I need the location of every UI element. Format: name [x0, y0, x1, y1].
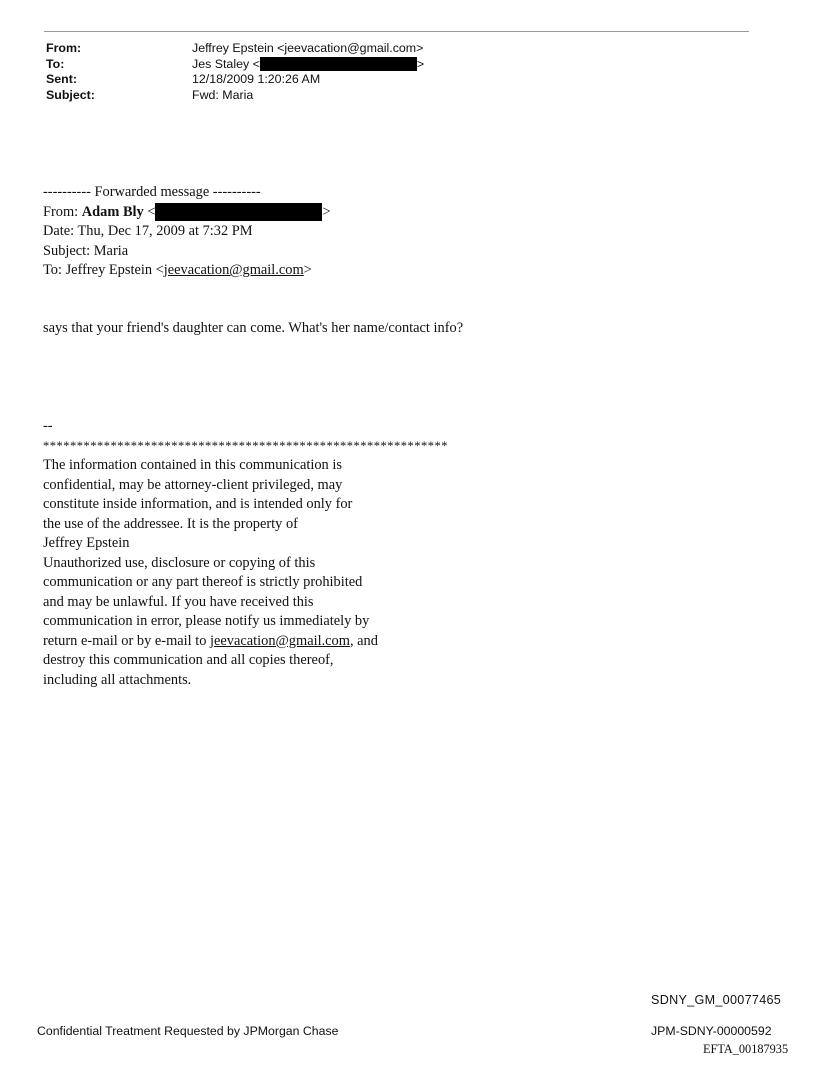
forwarded-to-email-link[interactable]: jeevacation@gmail.com: [163, 262, 304, 278]
forwarded-to-prefix: To: Jeffrey Epstein <: [43, 262, 164, 278]
bates-number-efta: EFTA_00187935: [703, 1042, 789, 1056]
disclaimer-return-line: [43, 632, 448, 652]
to-label: To:: [46, 56, 65, 71]
return-suffix: , and: [349, 632, 378, 649]
return-prefix: return e-mail or by e-mail to: [43, 632, 211, 649]
signature-stars: ************************************************************: [43, 438, 448, 453]
header-to-row: [46, 57, 424, 73]
header-subject-row: [46, 88, 424, 104]
signature-disclaimer: [43, 417, 448, 690]
sent-label: Sent:: [46, 72, 77, 86]
forwarded-date: Date: Thu, Dec 17, 2009 at 7:32 PM: [43, 223, 253, 239]
subject-value: Fwd: Maria: [192, 87, 254, 102]
forwarded-from-open: <: [143, 203, 156, 220]
forwarded-to: [43, 261, 331, 281]
to-name: Jes Staley <: [192, 56, 260, 71]
disclaimer-line: confidential, may be attorney-client privileged, may: [43, 476, 343, 493]
from-value: Jeffrey Epstein <jeevacation@gmail.com>: [192, 41, 424, 55]
forwarded-separator: ---------- Forwarded message ----------: [43, 184, 261, 200]
bates-number-jpm: JPM-SDNY-00000592: [651, 1024, 772, 1038]
disclaimer-line: constitute inside information, and is intended only for: [43, 496, 353, 512]
redaction-bar: [155, 203, 322, 221]
bates-number-sdny: SDNY_GM_00077465: [651, 993, 782, 1007]
sent-value: 12/18/2009 1:20:26 AM: [192, 72, 321, 86]
forwarded-subject: Subject: Maria: [43, 242, 129, 259]
disclaimer-line: and may be unlawful. If you have received this: [43, 593, 314, 610]
disclaimer-line: the use of the addressee. It is the property of: [43, 515, 298, 532]
redaction-bar: [260, 57, 417, 71]
forwarded-from: [43, 203, 331, 223]
forwarded-from-close: >: [322, 203, 331, 220]
forwarded-to-suffix: >: [303, 262, 312, 278]
email-header: [46, 41, 424, 103]
forwarded-from-prefix: From:: [43, 203, 82, 220]
disclaimer-line: communication or any part thereof is strictly prohibited: [43, 574, 363, 590]
return-email-link[interactable]: jeevacation@gmail.com: [210, 632, 350, 649]
confidential-footer: Confidential Treatment Requested by JPMorgan Chase: [37, 1024, 339, 1038]
forwarded-from-name: Adam Bly: [81, 203, 144, 220]
signature-dashes: --: [43, 418, 53, 434]
subject-label: Subject:: [46, 87, 95, 102]
top-divider: [44, 31, 749, 32]
disclaimer-line: including all attachments.: [43, 671, 192, 688]
message-body: says that your friend's daughter can come. What's her name/contact info?: [43, 320, 464, 336]
header-from-row: [46, 41, 424, 57]
disclaimer-line: destroy this communication and all copies thereof,: [43, 652, 334, 668]
header-sent-row: [46, 72, 424, 88]
to-close-bracket: >: [416, 56, 425, 71]
disclaimer-line: Jeffrey Epstein: [43, 535, 130, 551]
disclaimer-line: Unauthorized use, disclosure or copying of this: [43, 554, 316, 571]
from-label: From:: [46, 41, 82, 55]
disclaimer-line: communication in error, please notify us immediately by: [43, 613, 370, 629]
forwarded-header: [43, 183, 331, 281]
disclaimer-line: The information contained in this communication is: [43, 457, 342, 473]
to-value: [192, 57, 424, 73]
